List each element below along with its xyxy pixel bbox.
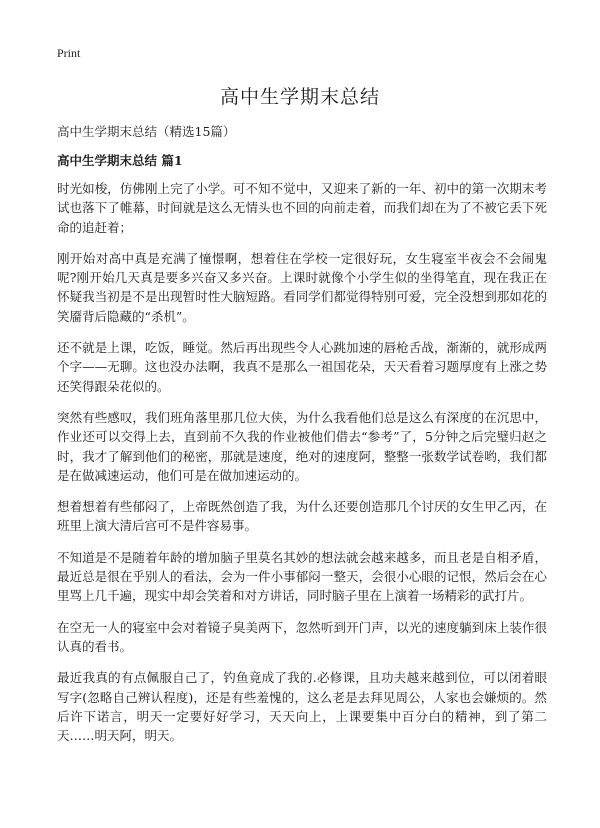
body-paragraph: 最近我真的有点佩服自己了，钓鱼竟成了我的.必修课，且功夫越来越到位，可以闭着眼写字(忽略自己辨认程度)，还是有些羞愧的，这么老是去拜见周公，人家也会嫌烦的。然后许下诺言，明天一定要好好学习，天天向上，上课要集中百分白的精神，到了第二天……明天阿，明天。 [57, 670, 547, 744]
body-paragraph: 刚开始对高中真是充满了憧憬啊，想着住在学校一定很好玩，女生寝室半夜会不会闹鬼呢?刚开始几天真是要多兴奋又多兴奋。上课时就像个小学生似的坐得笔直，现在我正在怀疑我当初是不是出现暂时性大脑短路。看同学们都觉得特别可爱，完全没想到那如花的笑靥背后隐藏的“杀机”。 [57, 250, 547, 324]
body-paragraph: 还不就是上课，吃饭，睡觉。然后再出现些令人心跳加速的唇枪舌战，渐渐的，就形成两个字——无聊。这也没办法啊，我真不是那么一祖国花朵，天天看着习题厚度有上涨之势还笑得跟朵花似的。 [57, 340, 547, 394]
document-subtitle: 高中生学期末总结（精选15篇） [57, 124, 236, 139]
print-link[interactable]: Print [57, 46, 81, 60]
body-paragraph: 不知道是不是随着年龄的增加脑子里莫名其妙的想法就会越来越多，而且老是自相矛盾，最近总是很在乎别人的看法，会为一件小事郁闷一整天，会很小心眼的记恨，然后会在心里骂上几千遍，现实中却会笑着和对方讲话，同时脑子里在上演着一场精彩的武打片。 [57, 549, 547, 604]
body-paragraph: 想着想着有些郁闷了，上帝既然创造了我，为什么还要创造那几个讨厌的女生甲乙丙，在班里上演大清后宫可不是件容易事。 [57, 499, 547, 534]
section-heading: 高中生学期末总结 篇1 [57, 153, 183, 168]
article-body [57, 179, 547, 757]
body-paragraph: 突然有些感叹，我们班角落里那几位大侠，为什么我看他们总是这么有深度的在沉思中，作业还可以交得上去，直到前不久我的作业被他们借去“参考”了，5分钟之后完璧归赵之时，我才了解到他们的秘密，那就是速度，绝对的速度阿，整整一张数学试卷哟，我们都是在做减速运动，他们可是在做加速运动的。 [57, 409, 547, 483]
body-paragraph: 在空无一人的寝室中会对着镜子臭美两下，忽然听到开门声，以光的速度躺到床上装作很认真的看书。 [57, 619, 547, 654]
body-paragraph: 时光如梭，仿佛刚上完了小学。可不知不觉中，又迎来了新的一年、初中的第一次期末考试也落下了帷幕，时间就是这么无情头也不回的向前走着，而我们却在为了不被它丢下死命的追赶着； [57, 181, 547, 235]
page-title: 高中生学期末总结 [219, 86, 380, 108]
